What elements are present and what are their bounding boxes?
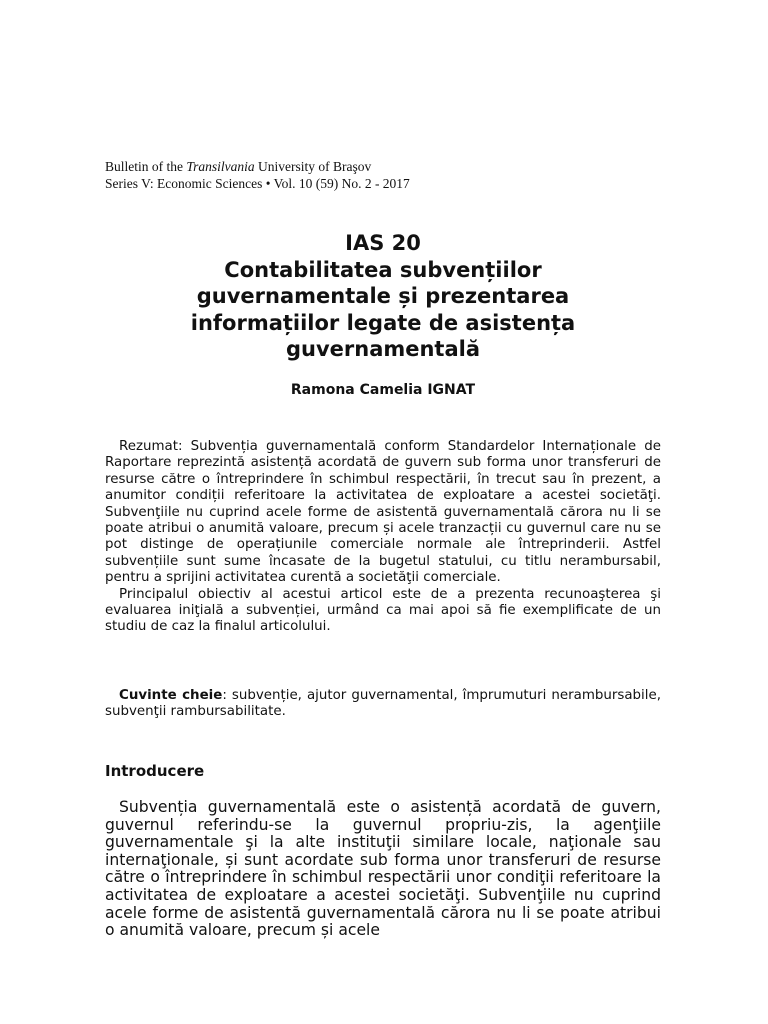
series-line: Series V: Economic Sciences • Vol. 10 (59) No. 2 - 2017 bbox=[105, 176, 410, 191]
author-name: Ramona Camelia IGNAT bbox=[290, 382, 476, 398]
abstract bbox=[105, 439, 661, 636]
article-title bbox=[105, 230, 661, 363]
bulletin-italic: Transilvania bbox=[186, 159, 255, 174]
bulletin-prefix: Bulletin of the bbox=[105, 159, 187, 174]
title-line: informațiilor legate de asistența bbox=[190, 310, 576, 335]
bulletin-suffix: University of Braşov bbox=[254, 159, 372, 174]
section-body bbox=[105, 799, 661, 940]
keywords-text: : subvenție, ajutor guvernamental, împrumuturi nerambursabile, subvenţii rambursabilitate. bbox=[105, 688, 661, 720]
title-line: IAS 20 bbox=[345, 231, 421, 255]
body-paragraph: Subvenția guvernamentală este o asistență acordată de guvern, guvernul referindu-se la guvernul propriu-zis, la agenţiile guvernamentale şi la alte instituţii similare locale, naţionale sau internaţionale, și sunt acordate sub forma unor transferuri de resurse către o întreprindere în schimbul respectării unor condiţii referitoare la activitatea de exploatare a acestei societăţi. Subvenţiile nu cuprind acele forme de asistentă guvernamentală cărora nu li se poate atribui o anumită valoare, precum și acele bbox=[105, 798, 661, 940]
title-line: Contabilitatea subvențiilor bbox=[224, 257, 542, 282]
keywords-label: Cuvinte cheie bbox=[119, 688, 223, 703]
title-line: guvernamentale și prezentarea bbox=[196, 284, 570, 308]
section-heading: Introducere bbox=[105, 762, 205, 780]
journal-header bbox=[105, 158, 661, 192]
keywords bbox=[105, 688, 661, 721]
abstract-paragraph: Rezumat: Subvenția guvernamentală conform Standardelor Internaționale de Raportare reprezintă asistență acordată de guvern sub forma unor transferuri de resurse către o întreprindere în schimbul respectării, în trecut sau în prezent, a anumitor condiții referitoare la activitatea de exploatare a acestei societăţi. Subvenţiile nu cuprind acele forme de asistentă guvernamentală cărora nu li se poate atribui o anumită valoare, precum și acele tranzacții cu guvernul care nu se pot distinge de operațiunile comerciale normale ale întreprinderii. Astfel subvențiile sunt sume încasate de la bugetul statului, cu titlu nerambursabil, pentru a sprijini activitatea curentă a societăţii comerciale. bbox=[105, 439, 661, 586]
bulletin-line bbox=[105, 158, 661, 175]
abstract-paragraph: Principalul obiectiv al acestui articol este de a prezenta recunoaşterea şi evaluarea iniţială a subvenției, urmând ca mai apoi să fie exemplificate de un studiu de caz la finalul articolului. bbox=[105, 586, 661, 635]
title-line: guvernamentală bbox=[285, 337, 481, 361]
